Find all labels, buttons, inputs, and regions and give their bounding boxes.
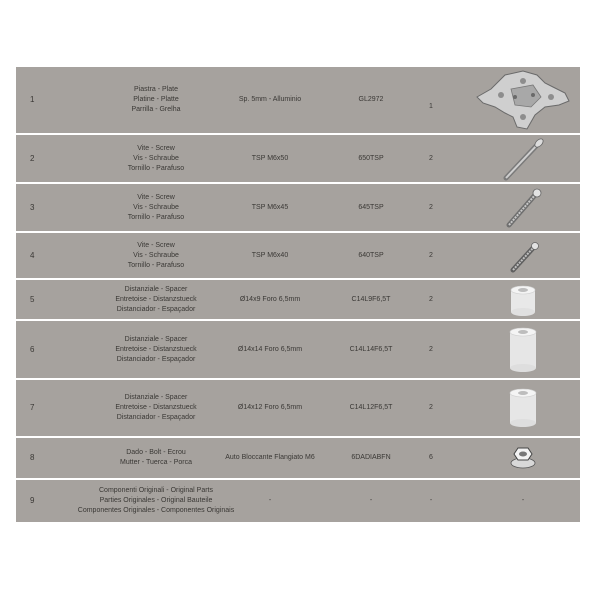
image-placeholder-dash: - xyxy=(521,497,525,504)
item-number: 2 xyxy=(30,153,35,163)
description-line: Vite - Screw xyxy=(137,241,175,249)
description-line: Distanciador - Espaçador xyxy=(116,414,196,421)
spacer-medium-icon xyxy=(466,380,580,436)
description-line: Tornillo - Parafuso xyxy=(127,213,185,221)
table-row xyxy=(16,438,580,480)
description-line: Distanciador - Espaçador xyxy=(116,355,196,363)
table-row xyxy=(16,233,580,280)
item-spec: Ø14x14 Foro 6,5mm xyxy=(237,345,303,353)
description-line: Componentes Originales - Componentes Originais xyxy=(77,507,235,514)
item-qty: 2 xyxy=(429,345,433,353)
item-spec: Sp. 5mm - Alluminio xyxy=(238,96,302,103)
item-qty: 2 xyxy=(429,251,433,259)
item-number: 4 xyxy=(30,250,35,260)
item-spec: - xyxy=(268,497,272,504)
item-qty: 6 xyxy=(429,454,433,461)
item-number: 6 xyxy=(30,344,35,354)
table-row xyxy=(16,135,580,184)
description-line: Mutter - Tuerca - Porca xyxy=(120,459,192,466)
table-row xyxy=(16,184,580,233)
description-line: Distanziale - Spacer xyxy=(124,394,188,401)
item-qty: 2 xyxy=(429,295,433,303)
item-spec: TSP M6x40 xyxy=(251,251,289,259)
description-line: Entretoise - Distanzstueck xyxy=(115,404,197,411)
item-spec: TSP M6x50 xyxy=(251,154,289,162)
item-code: C14L14F6,5T xyxy=(349,345,393,353)
item-code: 640TSP xyxy=(358,251,384,259)
description-line: Vite - Screw xyxy=(137,193,175,201)
table-row xyxy=(16,280,580,321)
table-row xyxy=(16,380,580,438)
description-line: Vis - Schraube xyxy=(133,154,179,162)
table-row xyxy=(16,65,580,135)
description-line: Piastra - Plate xyxy=(134,86,178,93)
nut-icon xyxy=(466,438,580,478)
item-spec: Auto Bloccante Flangiato M6 xyxy=(225,454,315,461)
description-line: Componenti Originali - Original Parts xyxy=(99,487,213,494)
item-number: 1 xyxy=(30,95,35,104)
parts-table xyxy=(16,65,580,524)
item-qty: 1 xyxy=(429,102,433,110)
description-line: Entretoise - Distanzstueck xyxy=(115,345,197,353)
spacer-short-icon xyxy=(466,280,580,319)
table-row xyxy=(16,480,580,524)
item-number: 5 xyxy=(30,294,35,304)
item-code: 6DADIABFN xyxy=(351,454,391,461)
item-number: 7 xyxy=(30,403,35,412)
item-number: 8 xyxy=(30,453,35,462)
screw-short-icon xyxy=(466,233,580,278)
item-code: 645TSP xyxy=(358,203,384,211)
description-line: Distanziale - Spacer xyxy=(124,335,188,343)
plate-icon xyxy=(466,67,580,133)
item-code: GL2972 xyxy=(358,96,384,103)
description-line: Tornillo - Parafuso xyxy=(127,164,185,172)
item-qty: 2 xyxy=(429,404,433,411)
description-line: Vite - Screw xyxy=(137,144,175,152)
item-spec: TSP M6x45 xyxy=(251,203,289,211)
item-qty: 2 xyxy=(429,203,433,211)
item-qty: 2 xyxy=(429,154,433,162)
item-code: 650TSP xyxy=(358,154,384,162)
description-line: Parrilla - Grelha xyxy=(131,106,181,113)
dash-icon xyxy=(466,480,580,522)
screw-long-icon xyxy=(466,135,580,182)
screw-medium-icon xyxy=(466,184,580,231)
description-line: Distanziale - Spacer xyxy=(124,285,188,293)
spacer-tall-icon xyxy=(466,321,580,378)
description-line: Parties Originales - Original Bauteile xyxy=(99,497,213,504)
item-qty: - xyxy=(429,497,433,504)
description-line: Tornillo - Parafuso xyxy=(127,261,185,269)
description-line: Dado - Bolt - Ecrou xyxy=(126,449,186,456)
item-spec: Ø14x9 Foro 6,5mm xyxy=(239,295,301,303)
item-code: C14L12F6,5T xyxy=(349,404,393,411)
item-spec: Ø14x12 Foro 6,5mm xyxy=(237,404,303,411)
item-number: 9 xyxy=(30,496,35,505)
table-row xyxy=(16,321,580,380)
item-code: C14L9F6,5T xyxy=(351,295,391,303)
description-line: Entretoise - Distanzstueck xyxy=(115,295,197,303)
item-number: 3 xyxy=(30,202,35,212)
description-line: Distanciador - Espaçador xyxy=(116,305,196,313)
description-line: Platine - Platte xyxy=(133,96,179,103)
description-line: Vis - Schraube xyxy=(133,251,179,259)
description-line: Vis - Schraube xyxy=(133,203,179,211)
item-code: - xyxy=(369,497,373,504)
